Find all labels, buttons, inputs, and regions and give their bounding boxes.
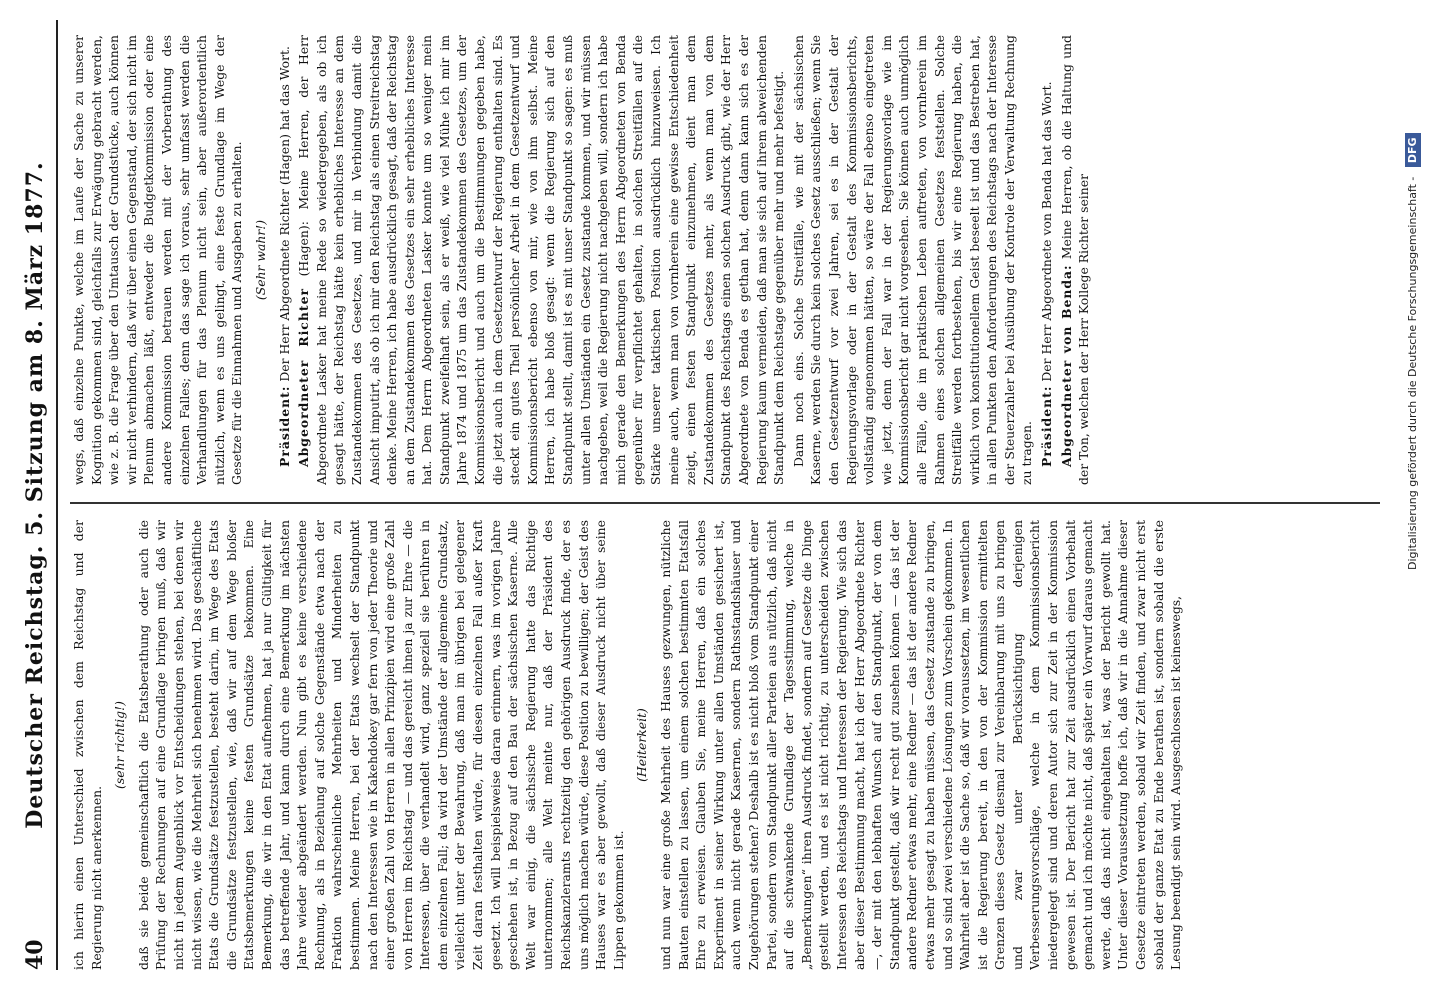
page-number: 40 <box>22 939 48 970</box>
right-paragraph-1: wegs, daß einzelne Punkte, welche im Laufe der Sache zu unserer Kognition gekommen sind, gleichfalls zur Erwägung gebracht werden, wie z. B. die Frage über den Umtausch der Grundstücke, auch können wir nicht verhindern, daß wir über einen Gegenstand, der sich nicht im Plenum abmachen läßt, entweder die Budgetkommission oder eine andere Kommission betrauen werden mit der Vorberathung des einzelnen Falles; denn das sage ich voraus, sehr umfasst werden die Verhandlungen für das Plenum nicht sein, aber außerordentlich nützlich, wenn es uns gelingt, eine feste Grundlage im Wege der Gesetze für die Einnahmen und Ausgaben zu erhalten. <box>71 35 245 485</box>
speech-text: Der Herr Abgeordnete von Benda hat das Wort. <box>1039 81 1055 382</box>
left-paragraph-1: ich hierin einen Unterschied zwischen dem Reichstag und der Regierung nicht anerkennen. <box>71 520 104 970</box>
dfg-logo: DFG <box>1405 133 1421 167</box>
page-title: Deutscher Reichstag. 5. Sitzung am 8. März 1877. <box>22 161 48 829</box>
right-reaction-1: (Sehr wahr!) <box>252 219 268 301</box>
richter-speech <box>295 35 788 485</box>
speaker-label: Abgeordneter Richter <box>296 288 312 467</box>
speech-text: Meine Herren, ob die Haltung und der Ton, welchen der Herr Kollege Richter seiner <box>1058 35 1092 485</box>
digitization-credit <box>1400 10 1426 570</box>
page-header <box>20 20 58 970</box>
speech-text: Der Herr Abgeordnete Richter (Hagen) hat das Wort. <box>276 46 292 382</box>
left-reaction-1: (sehr richtig!) <box>112 701 128 789</box>
left-column <box>70 520 1380 970</box>
president-speech-1 <box>276 35 294 485</box>
speaker-label: Präsident: <box>1039 385 1055 467</box>
speech-text: (Hagen): Meine Herren, der Herr Abgeordnete Lasker hat meine Rede so wiedergegeben, als ob ich gesagt hätte, der Reichstag hätte kein erhebliches Interesse an dem Zustandekommen des Gesetzes, und mir in Verbindung damit die Ansicht imputirt, als ob ich mir den Reichstag als einen Streitreichstag denke. Meine Herren, ich habe ausdrücklich gesagt, daß der Reichstag an dem Zustandekommen des Gesetzes ein sehr erhebliches Interesse hat. Dem Herrn Abgeordneten Lasker konnte um so weniger mein Standpunkt zweifelhaft sein, als er weiß, wie viel Mühe ich mir im Jahre 1874 und 1875 um das Zustandekommen des Gesetzes, um der Kommissionsbericht und auch um die Bestimmungen gegeben habe, die jetzt auch in dem Gesetzentwurf der Regierung enthalten sind. Es steckt ein gutes Theil persönlicher Arbeit in dem Gesetzentwurf und Kommissionsbericht ebenso von mir, wie von ihm selbst. Meine Herren, ich habe bloß gesagt: wenn die Regierung sich auf den Standpunkt stellt, damit ist es mit unser Standpunkt so sagen: es muß unter allen Umständen ein Gesetz zustande kommen, und wir müssen nachgeben, weil die Regierung nicht nachgeben will, sondern ich habe mich gerade den Bemerkungen des Herrn Abgeordneten von Benda gegenüber für verpflichtet gehalten, in solchen Streitfällen auf die Stärke unserer taktischen Position ausdrücklich hinzuweisen. Ich meine auch, wenn man von vornherein eine gewisse Entschiedenheit zeigt, einen festen Standpunkt einzunehmen, dient man dem Zustandekommen des Gesetzes mehr, als wenn man von dem Standpunkt des Reichstags einen solchen Ausdruck gibt, wie der Herr Abgeordnete von Benda es gethan hat, denn dann kann sich es der Regierung kaum vermeiden, daß man sie sich auf ihrem abweichenden Standpunkt dem Reichstage gegenüber mehr und mehr befestigt. <box>296 35 787 485</box>
speaker-label: Präsident: <box>276 385 292 467</box>
left-paragraph-3: und nun war eine große Mehrheit des Hauses gezwungen, nützliche Bauten einstellen zu lassen, um einem solchen bestimmten Etatsfall Ehre zu erweisen. Glauben Sie, meine Herren, daß ein solches Experiment in seiner Wirkung unter allen Umständen gesichert ist, auch wenn nicht gerade Kasernen, sondern Rathsstandshäuser und Zugehörungen stehen? Deshalb ist es nicht bloß vom Standpunkt einer Partei, sondern vom Standpunkt aller Parteien aus nützlich, daß nicht auf die schwankende Grundlage der Tagesstimmung, welche in „Bemerkungen“ ihren Ausdruck findet, sondern auf Gesetze die Dinge gestellt werden, und es ist nicht richtig, zu unterscheiden zwischen Interessen des Reichstags und Interessen der Regierung. Wie sich das aber dieser Bestimmung macht, hat ich der Herr Abgeordnete Richter —, der mit den lebhaften Wunsch auf den Standpunkt, der von dem Standpunkt gestellt, daß wir recht gut zusehen können — das ist der andere Redner etwas mehr, eine Redner — das ist der andere Redner etwas mehr gesagt zu haben müssen, das Gesetz zustande zu bringen, und so sind zwei verschiedene Lösungen zum Vorschein gekommen. In Wahrheit aber ist die Sache so, daß wir voraussetzen, im wesentlichen ist die Regierung bereit, in den von der Kommission ermittelten Grenzen dieses Gesetz diesmal zur Vereinbarung mit uns zu bringen und zwar unter Berücksichtigung derjenigen Verbesserungsvorschläge, welche in dem Kommissionsbericht niedergelegt sind und deren Autor sich zur Zeit in der Kommission gewesen ist. Der Bericht hat zur Zeit ausdrücklich einen Vorbehalt gemacht und ich möchte nicht, daß später ein Vorwurf daraus gemacht werde, daß das nicht eingehalten ist, was der Bericht gewollt hat. Unter dieser Voraussetzung hoffe ich, daß wir in die Annahme dieser Gesetze eintreten werden, sobald wir Zeit finden, und zwar nicht erst sobald der ganze Etat zu Ende berathen ist, sondern sobald die erste Lesung beendigt sein wird. Ausgeschlossen ist keineswegs, <box>658 520 1184 970</box>
right-paragraph-3: Dann noch eins. Solche Streitfälle, wie mit der sächsischen Kaserne, werden Sie durch kein solches Gesetz ausschließen; wenn Sie den Gesetzentwurf vor zwei Jahren, sei es in der Gestalt der Regierungsvorlage oder in der Gestalt des Kommissionsberichts, vollständig angenommen hätten, so wäre der Fall ebenso eingetreten wie jetzt, denn der Fall war in der Regierungsvorlage wie im Kommissionsbericht gar nicht vorgesehen. Sie können auch unmöglich alle Fälle, die im praktischen Leben auftreten, von vornherein im Rahmen eines solchen allgemeinen Gesetzes feststellen. Solche Streitfälle werden fortbestehen, bis wir eine Regierung haben, die wirklich von konstitutionellem Geist beseelt ist und das Bestreben hat, in allen Punkten den Anforderungen des Reichstags nach der Interesse der Steuerzahler bei Ausübung der Kontrole der Verwaltung Rechnung zu tragen. <box>790 35 1035 485</box>
president-speech-2 <box>1038 35 1056 485</box>
benda-speech <box>1058 35 1093 485</box>
left-paragraph-2: daß sie beide gemeinschaftlich die Etatsberathung oder auch die Prüfung der Rechnungen auf eine Grundlage bringen muß, daß wir nicht in jedem Augenblick vor Entscheidungen stehen, bei denen wir nicht wissen, wie die Mehrheit sich benehmen wird. Das geschäftliche Etats die Grundsätze festzustellen, besteht darin, im Wege des Etats die Grundsätze festzustellen, wie, daß wir auf dem Wege bloßer Etatsbemerkungen keine festen Grundsätze bekommen. Eine Bemerkung, die wir in den Etat aufnehmen, hat ja nur Gültigkeit für das betreffende Jahr, und kann durch eine Bemerkung im nächsten Jahre wieder abgeändert werden. Nun gibt es keine verschiedene Rechnung, als in Beziehung auf solche Gegenstände etwa nach der Fraktion wahrscheinliche Mehrheiten und Minderheiten zu bestimmen. Meine Herren, bei der Etats wechselt der Standpunkt nach den Interessen wie in Kakehdokey gar fern von jeder Theorie und einer großen Zahl von Herren in allen Prinzipien wird eine große Zahl von Herren im Reichstag — und das gereicht ihnen ja zur Ehre — die Interessen, über die verhandelt wird, ganz speziell sie berühren in dem einzelnen Fall; da wird der Umstände der allgemeine Grundsatz, vielleicht unter der Bewahrung, daß man im übrigen bei gelegener Zeit daran festhalten würde, für diesen einzelnen Fall außer Kraft gesetzt. Ich will beispielsweise daran erinnern, was im vorigen Jahre geschehen ist, in Bezug auf den Bau der sächsischen Kaserne. Alle Welt war einig, die sächsische Regierung hatte das Richtige unternommen; alle Welt meinte nur, daß der Präsident des Reichskanzleramts rechtzeitig den gehörigen Ausdruck finde, der es uns möglich machen würde, diese Position zu bewilligen; der Geist des Hauses war es aber gewollt, daß dieser Ausdruck nicht über seine Lippen gekommen ist. <box>135 520 626 970</box>
credit-text: Digitalisierung gefördert durch die Deutsche Forschungsgemeinschaft - <box>1406 176 1419 570</box>
right-column <box>70 35 1380 485</box>
speaker-label: Abgeordneter von Benda: <box>1058 264 1074 467</box>
left-reaction-2: (Heiterkeit) <box>634 708 650 782</box>
column-divider <box>70 502 1380 504</box>
